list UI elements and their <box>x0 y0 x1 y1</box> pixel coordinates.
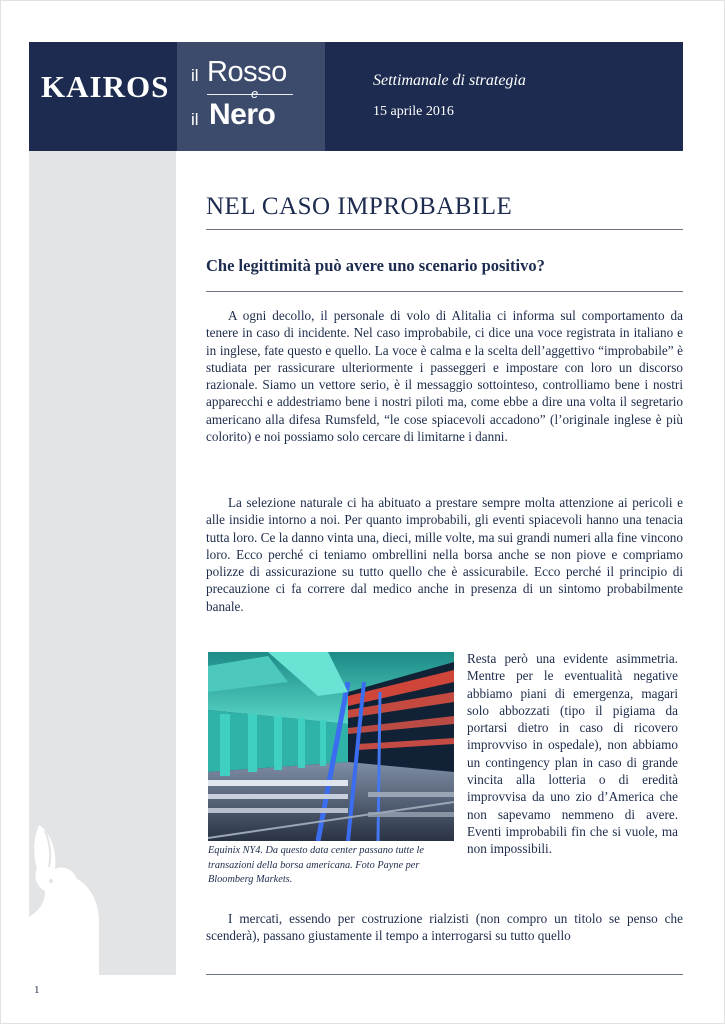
rosso-nero-logo <box>177 42 325 151</box>
data-center-photo <box>208 652 454 841</box>
header-banner <box>29 42 683 151</box>
logo-il-bottom: il <box>191 110 199 129</box>
title-rule <box>206 229 683 230</box>
footer-rule <box>206 974 683 975</box>
logo-il-top: il <box>191 66 199 85</box>
article-title: NEL CASO IMPROBABILE <box>206 193 513 220</box>
logo-divider <box>207 94 293 95</box>
paragraph-3: Resta però una evidente asimmetria. Mentre per le eventualità negative abbiamo piani di emergenza, magari solo abbozzati (tipo il pigiama da portarsi dietro in caso di ricovero improvviso in ospedale), non abbiamo un contingency plan in caso di grande vincita alla lotteria o di eredità improvvisa da uno zio d’America che non sapevamo nemmeno di avere. Eventi improbabili fin che si vuole, ma non impossibili. <box>467 651 678 857</box>
paragraph-2: La selezione naturale ci ha abituato a prestare sempre molta attenzione ai pericoli e alle insidie intorno a noi. Per quanto improbabili, gli eventi spiacevoli hanno una tenacia tutta loro. Ce la danno vinta una, dieci, mille volte, ma sui grandi numeri alla fine vincono loro. Ecco perché ci teniamo ombrellini nella borsa anche se non piove e compriamo polizze di assicurazione su tutto quello che è assicurabile. Ecco perché il principio di precauzione ci fa correre dal medico anche in presenza di un sintomo probabilmente banale. <box>206 495 683 614</box>
publication-date: 15 aprile 2016 <box>373 104 454 119</box>
publication-name: Settimanale di strategia <box>373 72 526 89</box>
paragraph-1: A ogni decollo, il personale di volo di Alitalia ci informa sul comportamento da tenere in caso di incidente. Nel caso improbabile, ci dice una voce registrata in italiano e in inglese, fate questo e quello. La voce è calma e la scelta dell’aggettivo “improbabile” è studiata per rassicurare ulteriormente i passeggeri e impostare con loro un discorso razionale. Siamo un vettore serio, è il messaggio sottointeso, controlliamo bene i nostri apparecchi e addestriamo bene i nostri piloti ma, come ebbe a dire una volta il segretario americano alla difesa Rumsfeld, “le cose spiacevoli accadono” (l’originale inglese è più colorito) e noi possiamo solo cercare di limitarne i danni. <box>206 308 683 445</box>
page-number: 1 <box>34 984 40 996</box>
logo-e: e <box>251 86 259 101</box>
photo-caption: Equinix NY4. Da questo data center passano tutte le transazioni della borsa americana. Foto Payne per Bloomberg Markets. <box>208 845 424 885</box>
logo-rosso: Rosso <box>207 56 287 88</box>
logo-nero: Nero <box>209 98 276 131</box>
paragraph-4: I mercati, essendo per costruzione rialzisti (non compro un titolo se penso che scenderà), passano giustamente il tempo a interrogarsi su tutto quello <box>206 911 683 944</box>
kairos-logo: KAIROS <box>41 69 170 104</box>
article-subtitle: Che legittimità può avere uno scenario positivo? <box>206 256 545 275</box>
ibex-icon <box>29 825 105 980</box>
subtitle-rule <box>206 291 683 292</box>
